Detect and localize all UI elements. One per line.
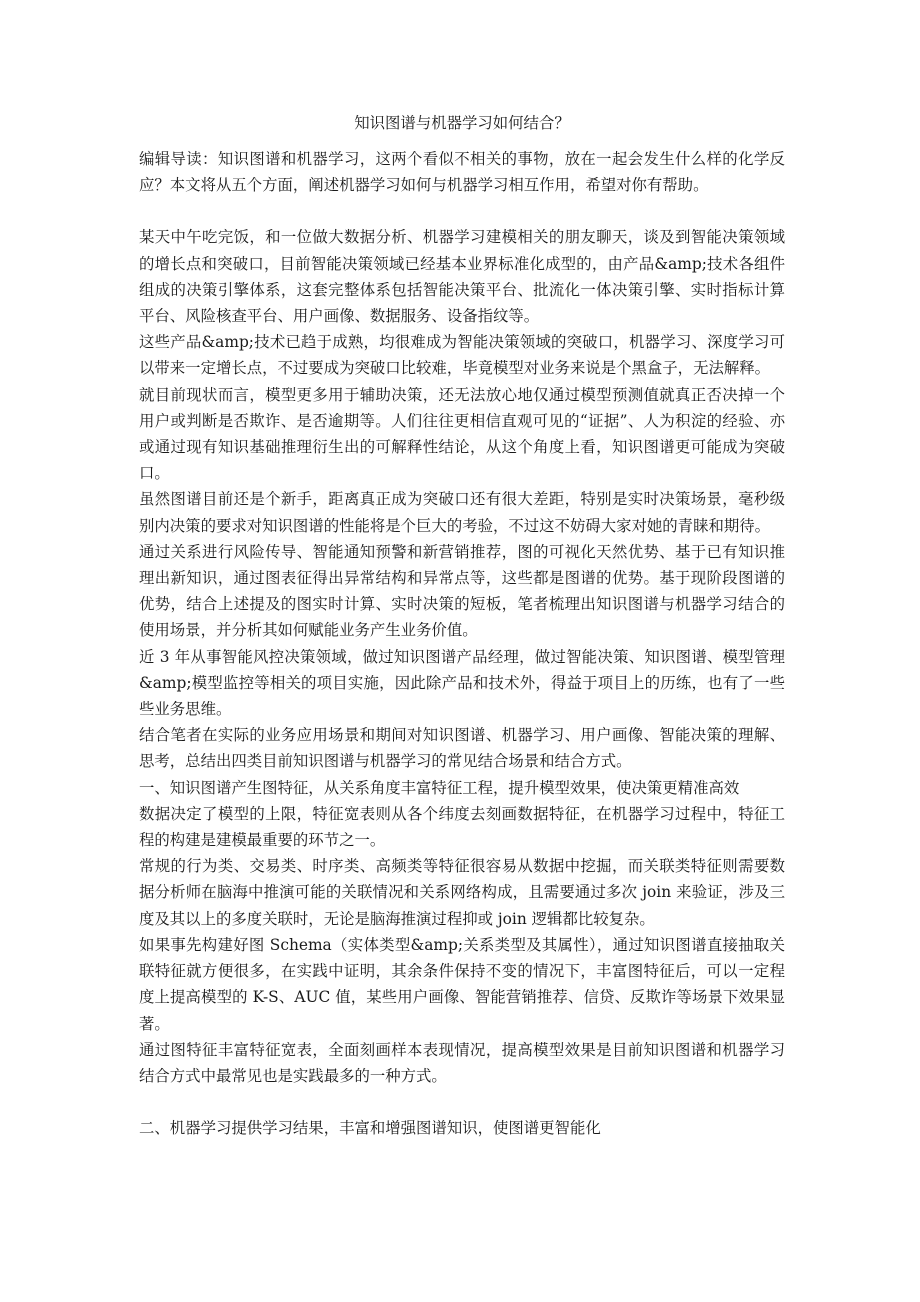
body-paragraph: 虽然图谱目前还是个新手，距离真正成为突破口还有很大差距，特别是实时决策场景，毫秒级别内决策的要求对知识图谱的性能将是个巨大的考验，不过这不妨碍大家对她的青睐和期待。 <box>139 490 785 535</box>
paragraph-gap <box>139 198 785 224</box>
body-paragraph: 如果事先构建好图 Schema（实体类型&amp;关系类型及其属性），通过知识图谱直接抽取关联特征就方便很多，在实践中证明，其余条件保持不变的情况下，丰富图特征后，可以一定程度上提高模型的 K-S、AUC 值，某些用户画像、智能营销推荐、信贷、反欺诈等场景下效果显著。 <box>139 935 785 1033</box>
body-paragraph: 数据决定了模型的上限，特征宽表则从各个纬度去刻画数据特征，在机器学习过程中，特征工程的构建是建模最重要的环节之一。 <box>139 804 785 850</box>
body-paragraph: 近 3 年从事智能风控决策领域，做过知识图谱产品经理，做过智能决策、知识图谱、模型管理&amp;模型监控等相关的项目实施，因此除产品和技术外，得益于项目上的历练，也有了一些些业务思维。 <box>139 647 785 719</box>
body-paragraph: 通过关系进行风险传导、智能通知预警和新营销推荐，图的可视化天然优势、基于已有知识推理出新知识，通过图表征得出异常结构和异常点等，这些都是图谱的优势。基于现阶段图谱的优势，结合上述提及的图实时计算、实时决策的短板，笔者梳理出知识图谱与机器学习结合的使用场景，并分析其如何赋能业务产生业务价值。 <box>139 542 785 640</box>
section-heading-2: 二、机器学习提供学习结果，丰富和增强图谱知识，使图谱更智能化 <box>139 1119 601 1138</box>
body-paragraph: 结合笔者在实际的业务应用场景和期间对知识图谱、机器学习、用户画像、智能决策的理解、思考，总结出四类目前知识图谱与机器学习的常见结合场景和结合方式。 <box>139 726 785 771</box>
body-paragraph: 某天中午吃完饭，和一位做大数据分析、机器学习建模相关的朋友聊天，谈及到智能决策领域的增长点和突破口，目前智能决策领域已经基本业界标准化成型的，由产品&amp;技术各组件组成的决策引擎体系，这套完整体系包括智能决策平台、批流化一体决策引擎、实时指标计算平台、风险核查平台、用户画像、数据服务、设备指纹等。 <box>139 228 785 326</box>
body-paragraph: 这些产品&amp;技术已趋于成熟，均很难成为智能决策领域的突破口，机器学习、深度学习可以带来一定增长点，不过要成为突破口比较难，毕竟模型对业务来说是个黑盒子，无法解释。 <box>139 333 785 378</box>
document-title: 知识图谱与机器学习如何结合？ <box>354 114 570 132</box>
section-heading-1: 一、知识图谱产生图特征，从关系角度丰富特征工程，提升模型效果，使决策更精准高效 <box>139 778 740 797</box>
body-paragraph: 就目前现状而言，模型更多用于辅助决策，还无法放心地仅通过模型预测值就真正否决掉一个用户或判断是否欺诈、是否逾期等。人们往往更相信直观可见的“证据”、人为积淀的经验、亦或通过现有知识基础推理衍生出的可解释性结论，从这个角度上看，知识图谱更可能成为突破口。 <box>139 385 785 483</box>
body-paragraph: 常规的行为类、交易类、时序类、高频类等特征很容易从数据中挖掘，而关联类特征则需要数据分析师在脑海中推演可能的关联情况和关系网络构成，且需要通过多次 join 来验证，涉及三度及其以上的多度关联时，无论是脑海推演过程抑或 join 逻辑都比较复杂。 <box>139 857 785 928</box>
intro-paragraph: 编辑导读：知识图谱和机器学习，这两个看似不相关的事物，放在一起会发生什么样的化学反应？本文将从五个方面，阐述机器学习如何与机器学习相互作用，希望对你有帮助。 <box>139 150 785 195</box>
body-paragraph: 通过图特征丰富特征宽表，全面刻画样本表现情况，提高模型效果是目前知识图谱和机器学习结合方式中最常见也是实践最多的一种方式。 <box>139 1040 785 1085</box>
document-page <box>139 110 785 1141</box>
